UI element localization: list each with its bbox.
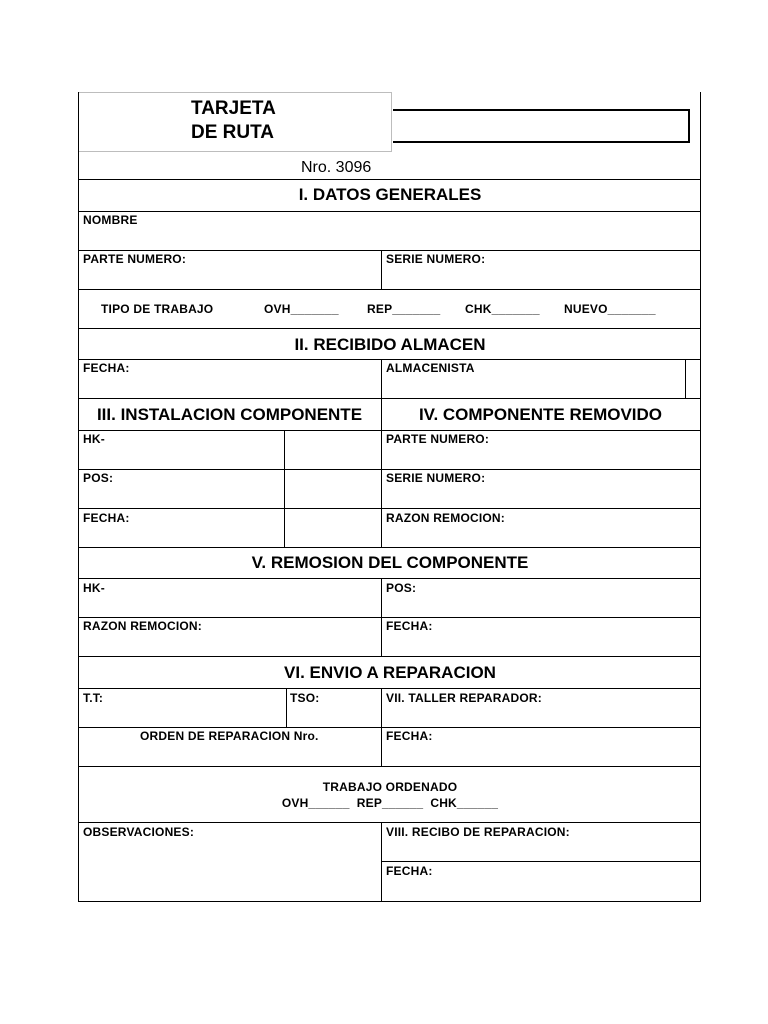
section-2-title: II. RECIBIDO ALMACEN: [294, 335, 486, 354]
page-title: [191, 97, 276, 145]
trabajo-ordenado-title: TRABAJO ORDENADO: [322, 780, 458, 794]
section-1-title: I. DATOS GENERALES: [298, 185, 482, 204]
divider: [286, 688, 287, 727]
divider: [79, 617, 701, 618]
orden-reparacion-label: ORDEN DE REPARACION Nro.: [140, 729, 319, 743]
divider: [79, 822, 701, 823]
divider: [381, 359, 382, 399]
fecha-label: FECHA:: [386, 729, 433, 743]
divider: [79, 359, 701, 360]
fecha-label: FECHA:: [83, 361, 130, 375]
fecha-label: FECHA:: [83, 511, 130, 525]
divider: [284, 430, 285, 548]
section-5-title: V. REMOSION DEL COMPONENTE: [251, 553, 529, 572]
ovh-field: OVH_______: [264, 302, 339, 316]
form-bottom-border: [78, 901, 701, 902]
divider: [79, 547, 701, 548]
tt-label: T.T:: [83, 691, 104, 705]
fecha-label: FECHA:: [386, 864, 433, 878]
taller-reparador-label: VII. TALLER REPARADOR:: [386, 691, 542, 705]
rep-field: REP_______: [367, 302, 441, 316]
recibo-reparacion-label: VIII. RECIBO DE REPARACION:: [386, 825, 570, 839]
divider: [79, 688, 701, 689]
divider: [79, 469, 701, 470]
title-line-1: TARJETA: [191, 98, 276, 119]
divider: [381, 861, 701, 862]
header-blank-field[interactable]: [393, 109, 690, 143]
hk-label: HK-: [83, 432, 105, 446]
title-line-2: DE RUTA: [191, 122, 275, 143]
nombre-label: NOMBRE: [83, 213, 138, 227]
divider: [79, 508, 701, 509]
pos-label: POS:: [386, 581, 417, 595]
parte-numero-label: PARTE NUMERO:: [83, 252, 187, 266]
card-number: Nro. 3096: [301, 159, 372, 176]
observaciones-label: OBSERVACIONES:: [83, 825, 195, 839]
pos-label: POS:: [83, 471, 114, 485]
nuevo-field: NUEVO_______: [564, 302, 656, 316]
section-3-title: III. INSTALACION COMPONENTE: [96, 405, 363, 424]
trabajo-ordenado-options: OVH______ REP______ CHK______: [281, 796, 499, 810]
razon-remocion-label: RAZON REMOCION:: [83, 619, 202, 633]
divider: [79, 211, 701, 212]
divider: [381, 398, 382, 548]
divider: [79, 727, 701, 728]
serie-numero-label: SERIE NUMERO:: [386, 252, 486, 266]
divider: [685, 359, 686, 399]
divider: [79, 398, 701, 399]
section-4-title: IV. COMPONENTE REMOVIDO: [418, 405, 663, 424]
hk-label: HK-: [83, 581, 105, 595]
parte-numero-label: PARTE NUMERO:: [386, 432, 490, 446]
divider: [79, 656, 701, 657]
section-6-title: VI. ENVIO A REPARACION: [284, 663, 496, 682]
divider: [79, 766, 701, 767]
divider: [381, 250, 382, 289]
divider: [79, 328, 701, 329]
tipo-trabajo-label: TIPO DE TRABAJO: [101, 302, 214, 316]
divider: [79, 578, 701, 579]
chk-field: CHK_______: [465, 302, 540, 316]
serie-numero-label: SERIE NUMERO:: [386, 471, 486, 485]
razon-remocion-label: RAZON REMOCION:: [386, 511, 505, 525]
almacenista-label: ALMACENISTA: [386, 361, 475, 375]
tso-label: TSO:: [290, 691, 320, 705]
fecha-label: FECHA:: [386, 619, 433, 633]
divider: [79, 430, 701, 431]
divider: [79, 289, 701, 290]
divider: [79, 250, 701, 251]
divider: [381, 822, 382, 902]
divider: [79, 179, 701, 180]
